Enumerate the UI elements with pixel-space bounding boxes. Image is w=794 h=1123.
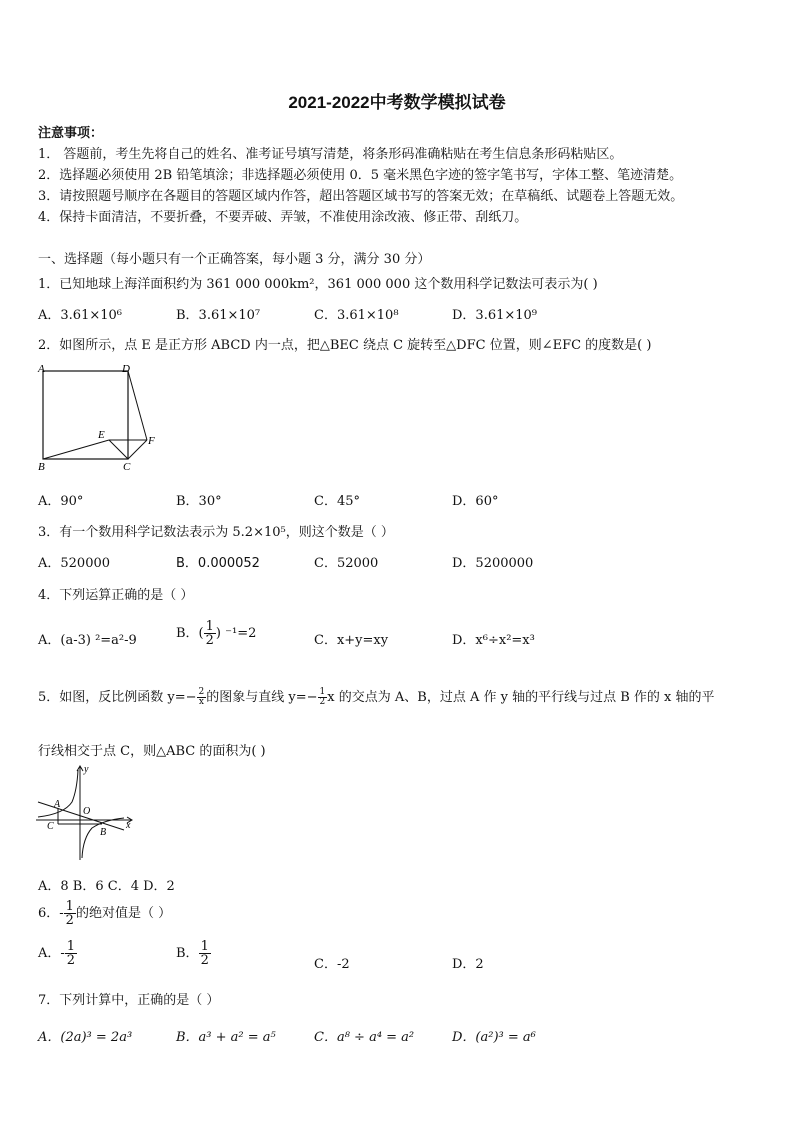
notice-item: 4．保持卡面清洁，不要折叠，不要弄破、弄皱，不准使用涂改液、修正带、刮纸刀。 bbox=[38, 210, 528, 225]
question-3-stem: 3．有一个数用科学记数法表示为 5.2×10⁵，则这个数是（ ） bbox=[38, 525, 394, 540]
fraction: $\frac{1}{2}$ bbox=[205, 619, 214, 648]
question-4-stem: 4．下列运算正确的是（ ） bbox=[38, 588, 194, 603]
q6-option-c[interactable]: C．-2 bbox=[314, 957, 350, 972]
notice-item: 3．请按照题号顺序在各题目的答题区域内作答，超出答题区域书写的答案无效；在草稿纸、试题卷上答题无效。 bbox=[38, 189, 684, 204]
point-c-label: C bbox=[47, 821, 54, 832]
fraction: $\frac{1}{2}$ bbox=[319, 687, 326, 707]
axis-y-label: y bbox=[84, 764, 89, 775]
q3-option-a[interactable]: A．520000 bbox=[38, 556, 111, 571]
origin-label: O bbox=[83, 806, 91, 817]
q4b-prefix: B．( bbox=[176, 626, 204, 641]
question-7-stem: 7．下列计算中，正确的是（ ） bbox=[38, 993, 220, 1008]
hyperbola-figure bbox=[34, 762, 144, 862]
q2-option-a[interactable]: A．90° bbox=[38, 494, 84, 509]
label-d: D bbox=[122, 363, 130, 375]
square-rotation-figure bbox=[34, 360, 164, 475]
q1-option-b[interactable]: B．3.61×10⁷ bbox=[176, 308, 261, 323]
section-heading: 一、选择题（每小题只有一个正确答案，每小题 3 分，满分 30 分） bbox=[38, 252, 431, 267]
fraction: $\frac{1}{2}$ bbox=[65, 899, 74, 928]
q2-option-d[interactable]: D．60° bbox=[452, 494, 499, 509]
q3-option-c[interactable]: C．52000 bbox=[314, 556, 379, 571]
q7-option-a[interactable]: A．(2a)³ = 2a³ bbox=[38, 1030, 133, 1045]
point-a-label: A bbox=[54, 799, 61, 810]
axis-x-label: x bbox=[126, 820, 131, 831]
point-b-label: B bbox=[100, 827, 107, 838]
q4-option-c[interactable]: C．x+y=xy bbox=[314, 633, 389, 648]
fraction: $\frac{1}{2}$ bbox=[200, 939, 209, 968]
q6-option-a[interactable]: A．- $\frac{1}{2}$ bbox=[38, 939, 76, 968]
q3-option-b[interactable]: B．0.000052 bbox=[176, 556, 260, 571]
label-a: A bbox=[38, 363, 45, 375]
q2-option-c[interactable]: C．45° bbox=[314, 494, 360, 509]
q4-option-b[interactable] bbox=[176, 620, 256, 647]
notice-item: 2．选择题必须使用 2B 铅笔填涂；非选择题必须使用 0．5 毫米黑色字迹的签字笔书写，字体工整、笔迹清楚。 bbox=[38, 168, 683, 183]
q7-option-d[interactable]: D．(a²)³ = a⁶ bbox=[452, 1030, 536, 1045]
q5-options[interactable]: A．8 B．6 C．4 D．2 bbox=[38, 879, 175, 894]
question-1-stem: 1．已知地球上海洋面积约为 361 000 000km²，361 000 000 这个数用科学记数法可表示为( ) bbox=[38, 277, 598, 292]
fraction: $\frac{1}{2}$ bbox=[66, 939, 76, 968]
label-e: E bbox=[98, 429, 105, 441]
q3-option-d[interactable]: D．5200000 bbox=[452, 556, 534, 571]
q1-option-d[interactable]: D．3.61×10⁹ bbox=[452, 308, 538, 323]
page-title: 2021-2022中考数学模拟试卷 bbox=[288, 93, 506, 112]
q1-option-c[interactable]: C．3.61×10⁸ bbox=[314, 308, 399, 323]
q6-option-d[interactable]: D．2 bbox=[452, 957, 484, 972]
question-2-stem: 2．如图所示，点 E 是正方形 ABCD 内一点，把△BEC 绕点 C 旋转至△DFC 位置，则∠EFC 的度数是( ) bbox=[38, 338, 652, 353]
q1-option-a[interactable]: A．3.61×10⁶ bbox=[38, 308, 122, 323]
notice-item: 1． 答题前，考生先将自己的姓名、准考证号填写清楚，将条形码准确粘贴在考生信息条形码粘贴区。 bbox=[38, 147, 623, 162]
fraction: $\frac{2}{x}$ bbox=[198, 687, 205, 707]
q4-option-d[interactable]: D．x⁶÷x²=x³ bbox=[452, 633, 535, 648]
q6-option-b[interactable]: B． $\frac{1}{2}$ bbox=[176, 939, 209, 968]
question-5-stem-cont: 行线相交于点 C，则△ABC 的面积为( ) bbox=[38, 744, 266, 759]
label-c: C bbox=[123, 461, 131, 473]
question-6-stem: 6．- $\frac{1}{2}$ 的绝对值是（ ） bbox=[38, 899, 172, 928]
label-f: F bbox=[148, 435, 155, 447]
notice-heading: 注意事项： bbox=[38, 126, 104, 141]
q7-option-c[interactable]: C．a⁸ ÷ a⁴ = a² bbox=[314, 1030, 415, 1045]
q2-option-b[interactable]: B．30° bbox=[176, 494, 222, 509]
q4b-suffix: ) ⁻¹=2 bbox=[215, 626, 257, 641]
q7-option-b[interactable]: B．a³ + a² = a⁵ bbox=[176, 1030, 276, 1045]
question-5-stem: 5．如图，反比例函数 y=− $\frac{2}{x}$ 的图象与直线 y=− $\frac{1}{2}$ x 的交点为 A、B，过点 A 作 y 轴的平行线与过点 B 作的 x 轴的平 bbox=[38, 687, 715, 707]
label-b: B bbox=[38, 461, 45, 473]
q4-option-a[interactable]: A．(a-3) ²=a²-9 bbox=[38, 633, 137, 648]
